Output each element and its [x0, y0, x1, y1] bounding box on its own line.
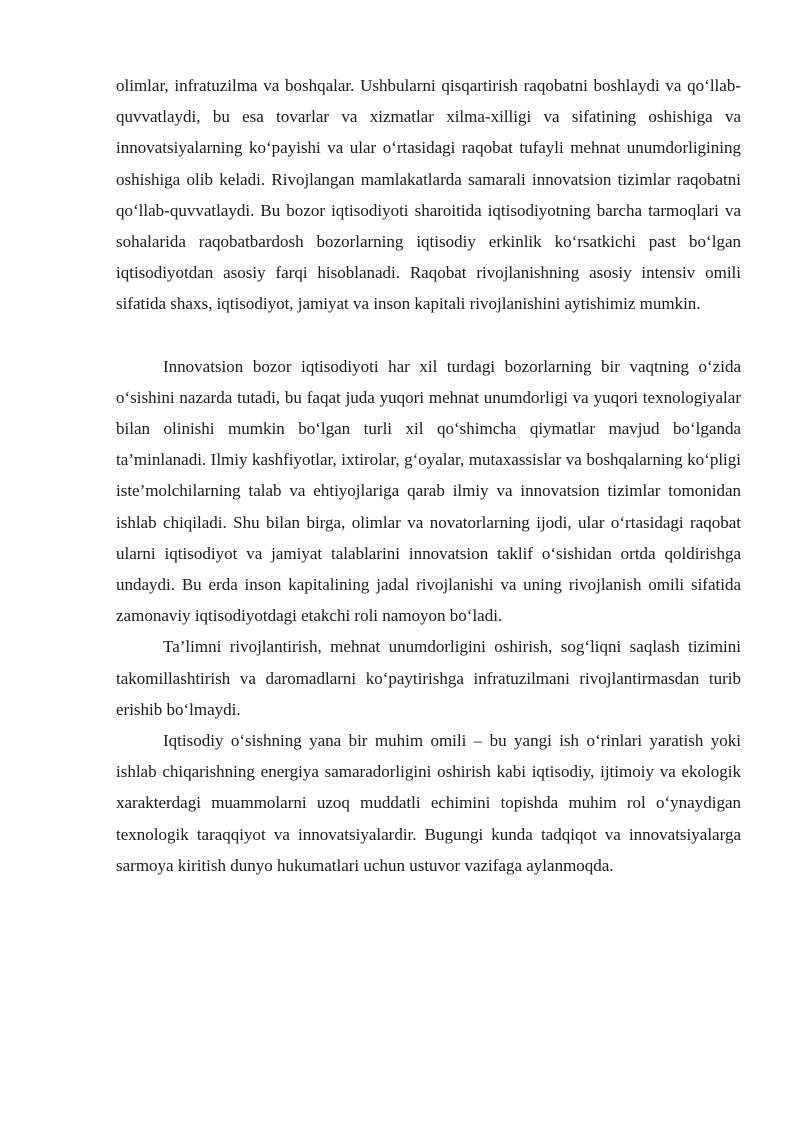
paragraph-spacer — [116, 320, 741, 351]
paragraph-1: olimlar, infratuzilma va boshqalar. Ushbularni qisqartirish raqobatni boshlaydi va qo‘llab-quvvatlaydi, bu esa tovarlar va xizmatlar xilma-xilligi va sifatining oshishiga va innovatsiyalarning ko‘payishi va ular o‘rtasidagi raqobat tufayli mehnat unumdorligining oshishiga olib keladi. Rivojlangan mamlakatlarda samarali innovatsion tizimlar raqobatni qo‘llab-quvvatlaydi. Bu bozor iqtisodiyoti sharoitida iqtisodiyotning barcha tarmoqlari va sohalarida raqobatbardosh bozorlarning iqtisodiy erkinlik ko‘rsatkichi past bo‘lgan iqtisodiyotdan asosiy farqi hisoblanadi. Raqobat rivojlanishning asosiy intensiv omili sifatida shaxs, iqtisodiyot, jamiyat va inson kapitali rivojlanishini aytishimiz mumkin. — [116, 76, 741, 314]
document-page — [116, 70, 741, 881]
paragraph-2: Innovatsion bozor iqtisodiyoti har xil turdagi bozorlarning bir vaqtning o‘zida o‘sishini nazarda tutadi, bu faqat juda yuqori mehnat unumdorligi va yuqori texnologiyalar bilan olinishi mumkin bo‘lgan turli xil qo‘shimcha qiymatlar mavjud bo‘lganda ta’minlanadi. Ilmiy kashfiyotlar, ixtirolar, g‘oyalar, mutaxassislar va boshqalarning ko‘pligi iste’molchilarning talab va ehtiyojlariga qarab ilmiy va innovatsion tizimlar tomonidan ishlab chiqiladi. Shu bilan birga, olimlar va novatorlarning ijodi, ular o‘rtasidagi raqobat ularni iqtisodiyot va jamiyat talablarini innovatsion taklif o‘sishidan ortda qoldirishga undaydi. Bu erda inson kapitalining jadal rivojlanishi va uning rivojlanish omili sifatida zamonaviy iqtisodiyotdagi etakchi roli namoyon bo‘ladi. — [116, 356, 741, 626]
paragraph-4: Iqtisodiy o‘sishning yana bir muhim omili – bu yangi ish o‘rinlari yaratish yoki ishlab chiqarishning energiya samaradorligini oshirish kabi iqtisodiy, ijtimoiy va ekologik xarakterdagi muammolarni uzoq muddatli echimini topishda muhim rol o‘ynaydigan texnologik taraqqiyot va innovatsiyalardir. Bugungi kunda tadqiqot va innovatsiyalarga sarmoya kiritish dunyo hukumatlari uchun ustuvor vazifaga aylanmoqda. — [116, 731, 741, 875]
paragraph-3: Ta’limni rivojlantirish, mehnat unumdorligini oshirish, sog‘liqni saqlash tizimini takomillashtirish va daromadlarni ko‘paytirishga infratuzilmani rivojlantirmasdan turib erishib bo‘lmaydi. — [116, 637, 741, 719]
